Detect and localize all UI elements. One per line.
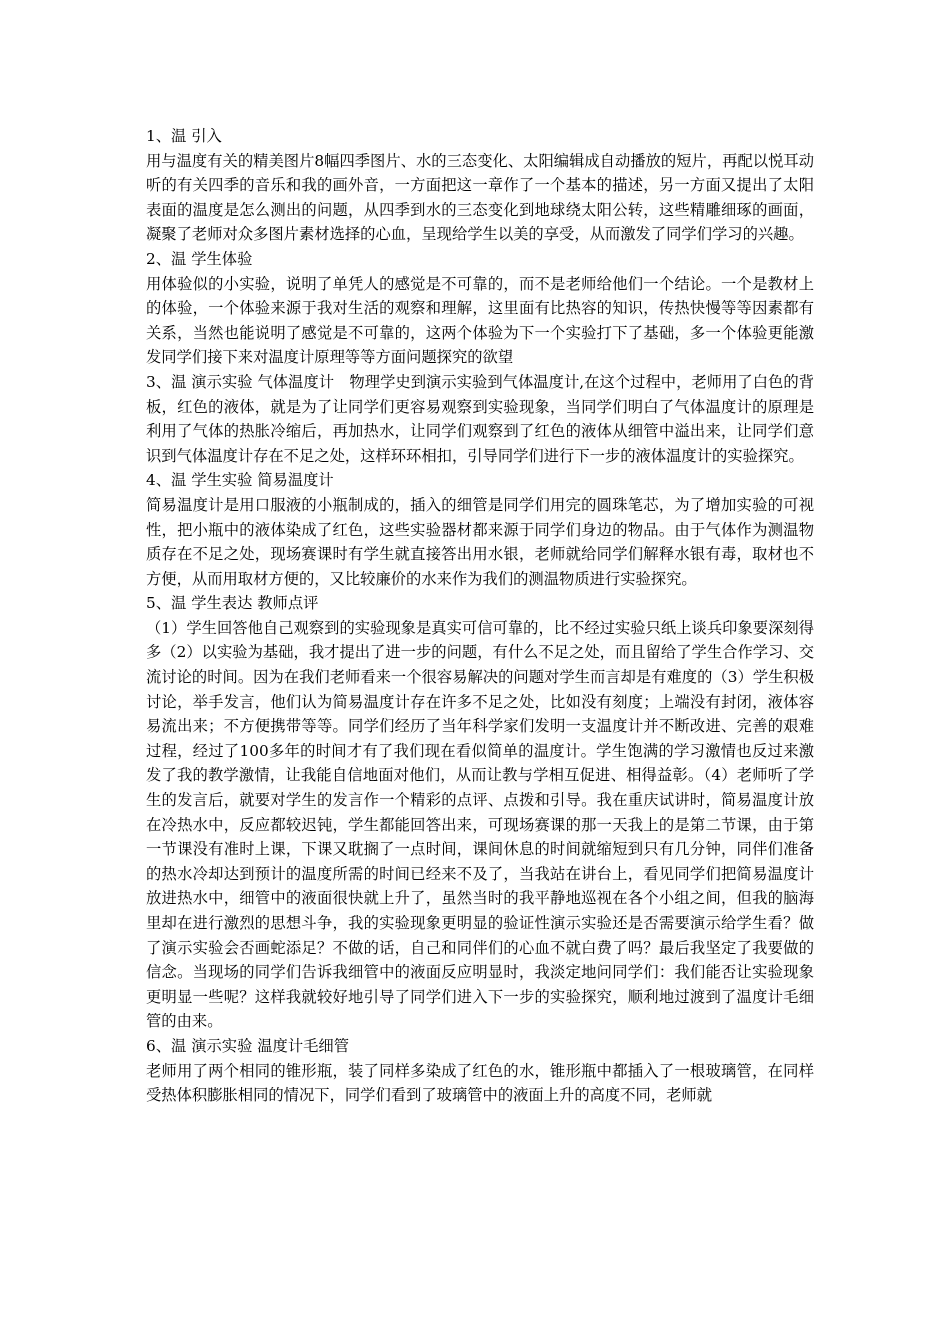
section-6-heading: 6、温 演示实验 温度计毛细管 [146,1036,350,1055]
section-6-body: 老师用了两个相同的锥形瓶，装了同样多染成了红色的水，锥形瓶中都插入了一根玻璃管，在同样受热体积膨胀相同的情况下，同学们看到了玻璃管中的液面上升的高度不同，老师就 [146,1061,814,1105]
section-4-body: 简易温度计是用口服液的小瓶制成的，插入的细管是同学们用完的圆珠笔芯，为了增加实验的可视性，把小瓶中的液体染成了红色，这些实验器材都来源于同学们身边的物品。由于气体作为测温物质存在不足之处，现场赛课时有学生就直接答出用水银，老师就给同学们解释水银有毒，取材也不方便，从而用取材方便的，又比较廉价的水来作为我们的测温物质进行实验探究。 [146,495,814,588]
section-5-heading: 5、温 学生表达 教师点评 [146,594,319,613]
section-5-body: （1）学生回答他自己观察到的实验现象是真实可信可靠的，比不经过实验只纸上谈兵印象要深刻得多（2）以实验为基础，我才提出了进一步的问题，有什么不足之处，而且留给了学生合作学习、交流讨论的时间。因为在我们老师看来一个很容易解决的问题对学生而言却是有难度的（3）学生积极讨论，举手发言，他们认为简易温度计存在许多不足之处，比如没有刻度；上端没有封闭，液体容易流出来；不方便携带等等。同学们经历了当年科学家们发明一支温度计并不断改进、完善的艰难过程，经过了100多年的时间才有了我们现在看似简单的温度计。学生饱满的学习激情也反过来激发了我的教学激情，让我能自信地面对他们，从而让教与学相互促进、相得益彰。（4）老师听了学生的发言后，就要对学生的发言作一个精彩的点评、点拨和引导。我在重庆试讲时，简易温度计放在冷热水中，反应都较迟钝，学生都能回答出来，可现场赛课的那一天我上的是第二节课，由于第一节课没有准时上课，下课又耽搁了一点时间，课间休息的时间就缩短到只有几分钟，同伴们准备的热水冷却达到预计的温度所需的时间已经来不及了，当我站在讲台上，看见同学们把简易温度计放进热水中，细管中的液面很快就上升了，虽然当时的我平静地巡视在各个小组之间，但我的脑海里却在进行激烈的思想斗争，我的实验现象更明显的验证性演示实验还是否需要演示给学生看？做了演示实验会否画蛇添足？不做的话，自己和同伴们的心血不就白费了吗？最后我坚定了我要做的信念。当现场的同学们告诉我细管中的液面反应明显时，我淡定地问同学们：我们能否让实验现象更明显一些呢？这样我就较好地引导了同学们进入下一步的实验探究，顺利地过渡到了温度计毛细管的由来。 [146,618,814,1031]
section-1-body: 用与温度有关的精美图片8幅四季图片、水的三态变化、太阳编辑成自动播放的短片，再配以悦耳动听的有关四季的音乐和我的画外音，一方面把这一章作了一个基本的描述，另一方面又提出了太阳表面的温度是怎么测出的问题，从四季到水的三态变化到地球绕太阳公转，这些精雕细琢的画面，凝聚了老师对众多图片素材选择的心血，呈现给学生以美的享受，从而激发了同学们学习的兴趣。 [146,151,814,244]
section-1-heading: 1、温 引入 [146,127,222,145]
document-page [146,124,814,1108]
section-2-body: 用体验似的小实验，说明了单凭人的感觉是不可靠的，而不是老师给他们一个结论。一个是教材上的体验，一个体验来源于我对生活的观察和理解，这里面有比热容的知识，传热快慢等等因素都有关系，当然也能说明了感觉是不可靠的，这两个体验为下一个实验打下了基础，多一个体验更能激发同学们接下来对温度计原理等等方面问题探究的欲望 [146,274,814,367]
section-2-heading: 2、温 学生体验 [146,249,253,268]
section-3-heading: 3、温 演示实验 气体温度计 物理学史到演示实验到气体温度计,在这个过程中，老师用了白色的背板，红色的液体，就是为了让同学们更容易观察到实验现象，当同学们明白了气体温度计的原理是利用了气体的热胀冷缩后，再加热水，让同学们观察到了红色的液体从细管中溢出来，让同学们意识到气体温度计存在不足之处，这样环环相扣，引导同学们进行下一步的液体温度计的实验探究。 [146,372,814,465]
section-4-heading: 4、温 学生实验 简易温度计 [146,471,334,490]
